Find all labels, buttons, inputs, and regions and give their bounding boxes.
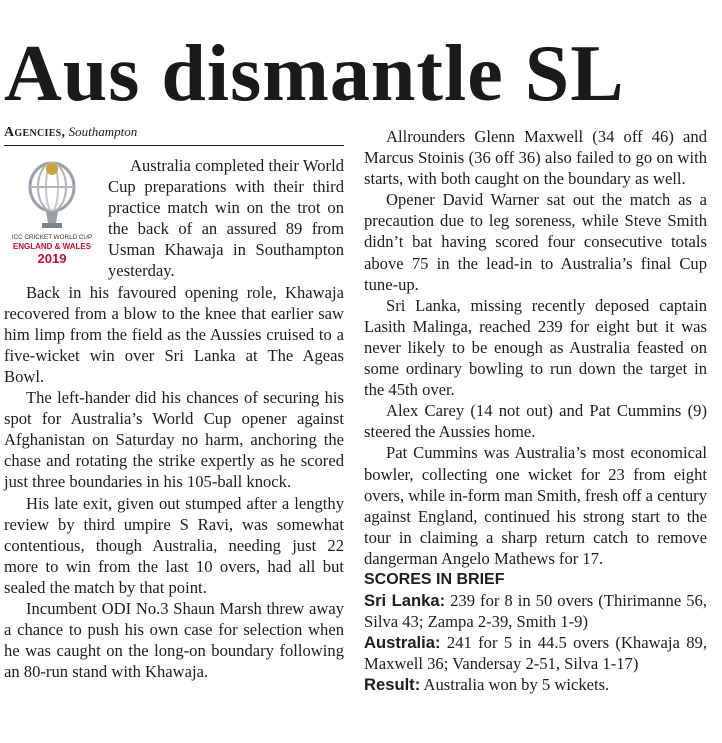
paragraph: Incumbent ODI No.3 Shaun Marsh threw away a chance to push his own case for selection when he was caught on the long-on boundary following an 80-run stand with Khawaja. <box>4 598 344 682</box>
world-cup-logo <box>4 157 100 273</box>
byline-agency: Agencies, <box>4 125 66 140</box>
paragraph: Opener David Warner sat out the match as a precaution due to leg soreness, while Steve Smith didn’t bat having scored four consecutive totals above 75 in the lead-in to Australia’s final Cup tune-up. <box>364 190 707 294</box>
paragraph: The left-hander did his chances of securing his spot for Australia’s World Cup opener against Afghanistan on Saturday no harm, anchoring the chase and rotating the strike expertly as he scored just three boundaries in his 105-ball knock. <box>4 388 344 492</box>
logo-line2: ENGLAND & WALES <box>12 242 92 251</box>
paragraph: Australia completed their World Cup preparations with their third practice match win on the trot on the back of an assured 89 from Usman Khawaja in Southampton yesterday. <box>108 156 344 281</box>
score-label: Australia: <box>364 633 441 653</box>
scores-in-brief <box>364 569 707 696</box>
paragraph: Allrounders Glenn Maxwell (34 off 46) and Marcus Stoinis (36 off 36) also failed to go on with starts, with both caught on the boundary as well. <box>364 127 707 189</box>
byline <box>4 124 344 146</box>
paragraph: Alex Carey (14 not out) and Pat Cummins (9) steered the Aussies home. <box>364 401 707 442</box>
trophy-icon <box>30 163 74 228</box>
logo-year: 2019 <box>37 251 67 266</box>
score-label: Sri Lanka: <box>364 591 446 611</box>
paragraph: His late exit, given out stumped after a lengthy review by third umpire S Ravi, was somewhat contentious, though Australia, needing just 22 more to win from the last 10 overs, had all but sealed the match by that point. <box>4 493 344 597</box>
left-column <box>4 155 344 682</box>
paragraph: Back in his favoured opening role, Khawaja recovered from a blow to the knee that earlier saw him limp from the field as the Aussies cruised to a five-wicket win over Sri Lanka at The Ageas Bowl. <box>4 282 344 386</box>
score-text: 239 for 8 in 50 overs (Thirimanne 56, Silva 43; Zampa 2-39, Smith 1-9) <box>364 591 707 632</box>
score-result <box>364 674 707 695</box>
score-label: Result: <box>364 675 421 695</box>
score-sri-lanka <box>364 590 707 632</box>
logo-line1: ICC CRICKET WORLD CUP <box>11 234 93 241</box>
scores-title: SCORES IN BRIEF <box>364 570 505 588</box>
paragraph: Pat Cummins was Australia’s most economical bowler, collecting one wicket for 23 from eight overs, while in-form man Smith, fresh off a century against England, continued his strong start to the tour in claiming a sharp return catch to remove dangerman Angelo Mathews for 17. <box>364 443 707 568</box>
paragraph: Sri Lanka, missing recently deposed captain Lasith Malinga, reached 239 for eight but it was never likely to be enough as Australia feasted on some ordinary bowling to run down the target in the 45th over. <box>364 295 707 400</box>
headline: Aus dismantle SL <box>4 30 625 118</box>
byline-location: Southampton <box>68 124 138 139</box>
score-text: 241 for 5 in 44.5 overs (Khawaja 89, Maxwell 36; Vandersay 2-51, Silva 1-17) <box>364 633 707 674</box>
score-australia <box>364 632 707 674</box>
score-text: Australia won by 5 wickets. <box>420 675 610 695</box>
right-column <box>364 126 707 696</box>
